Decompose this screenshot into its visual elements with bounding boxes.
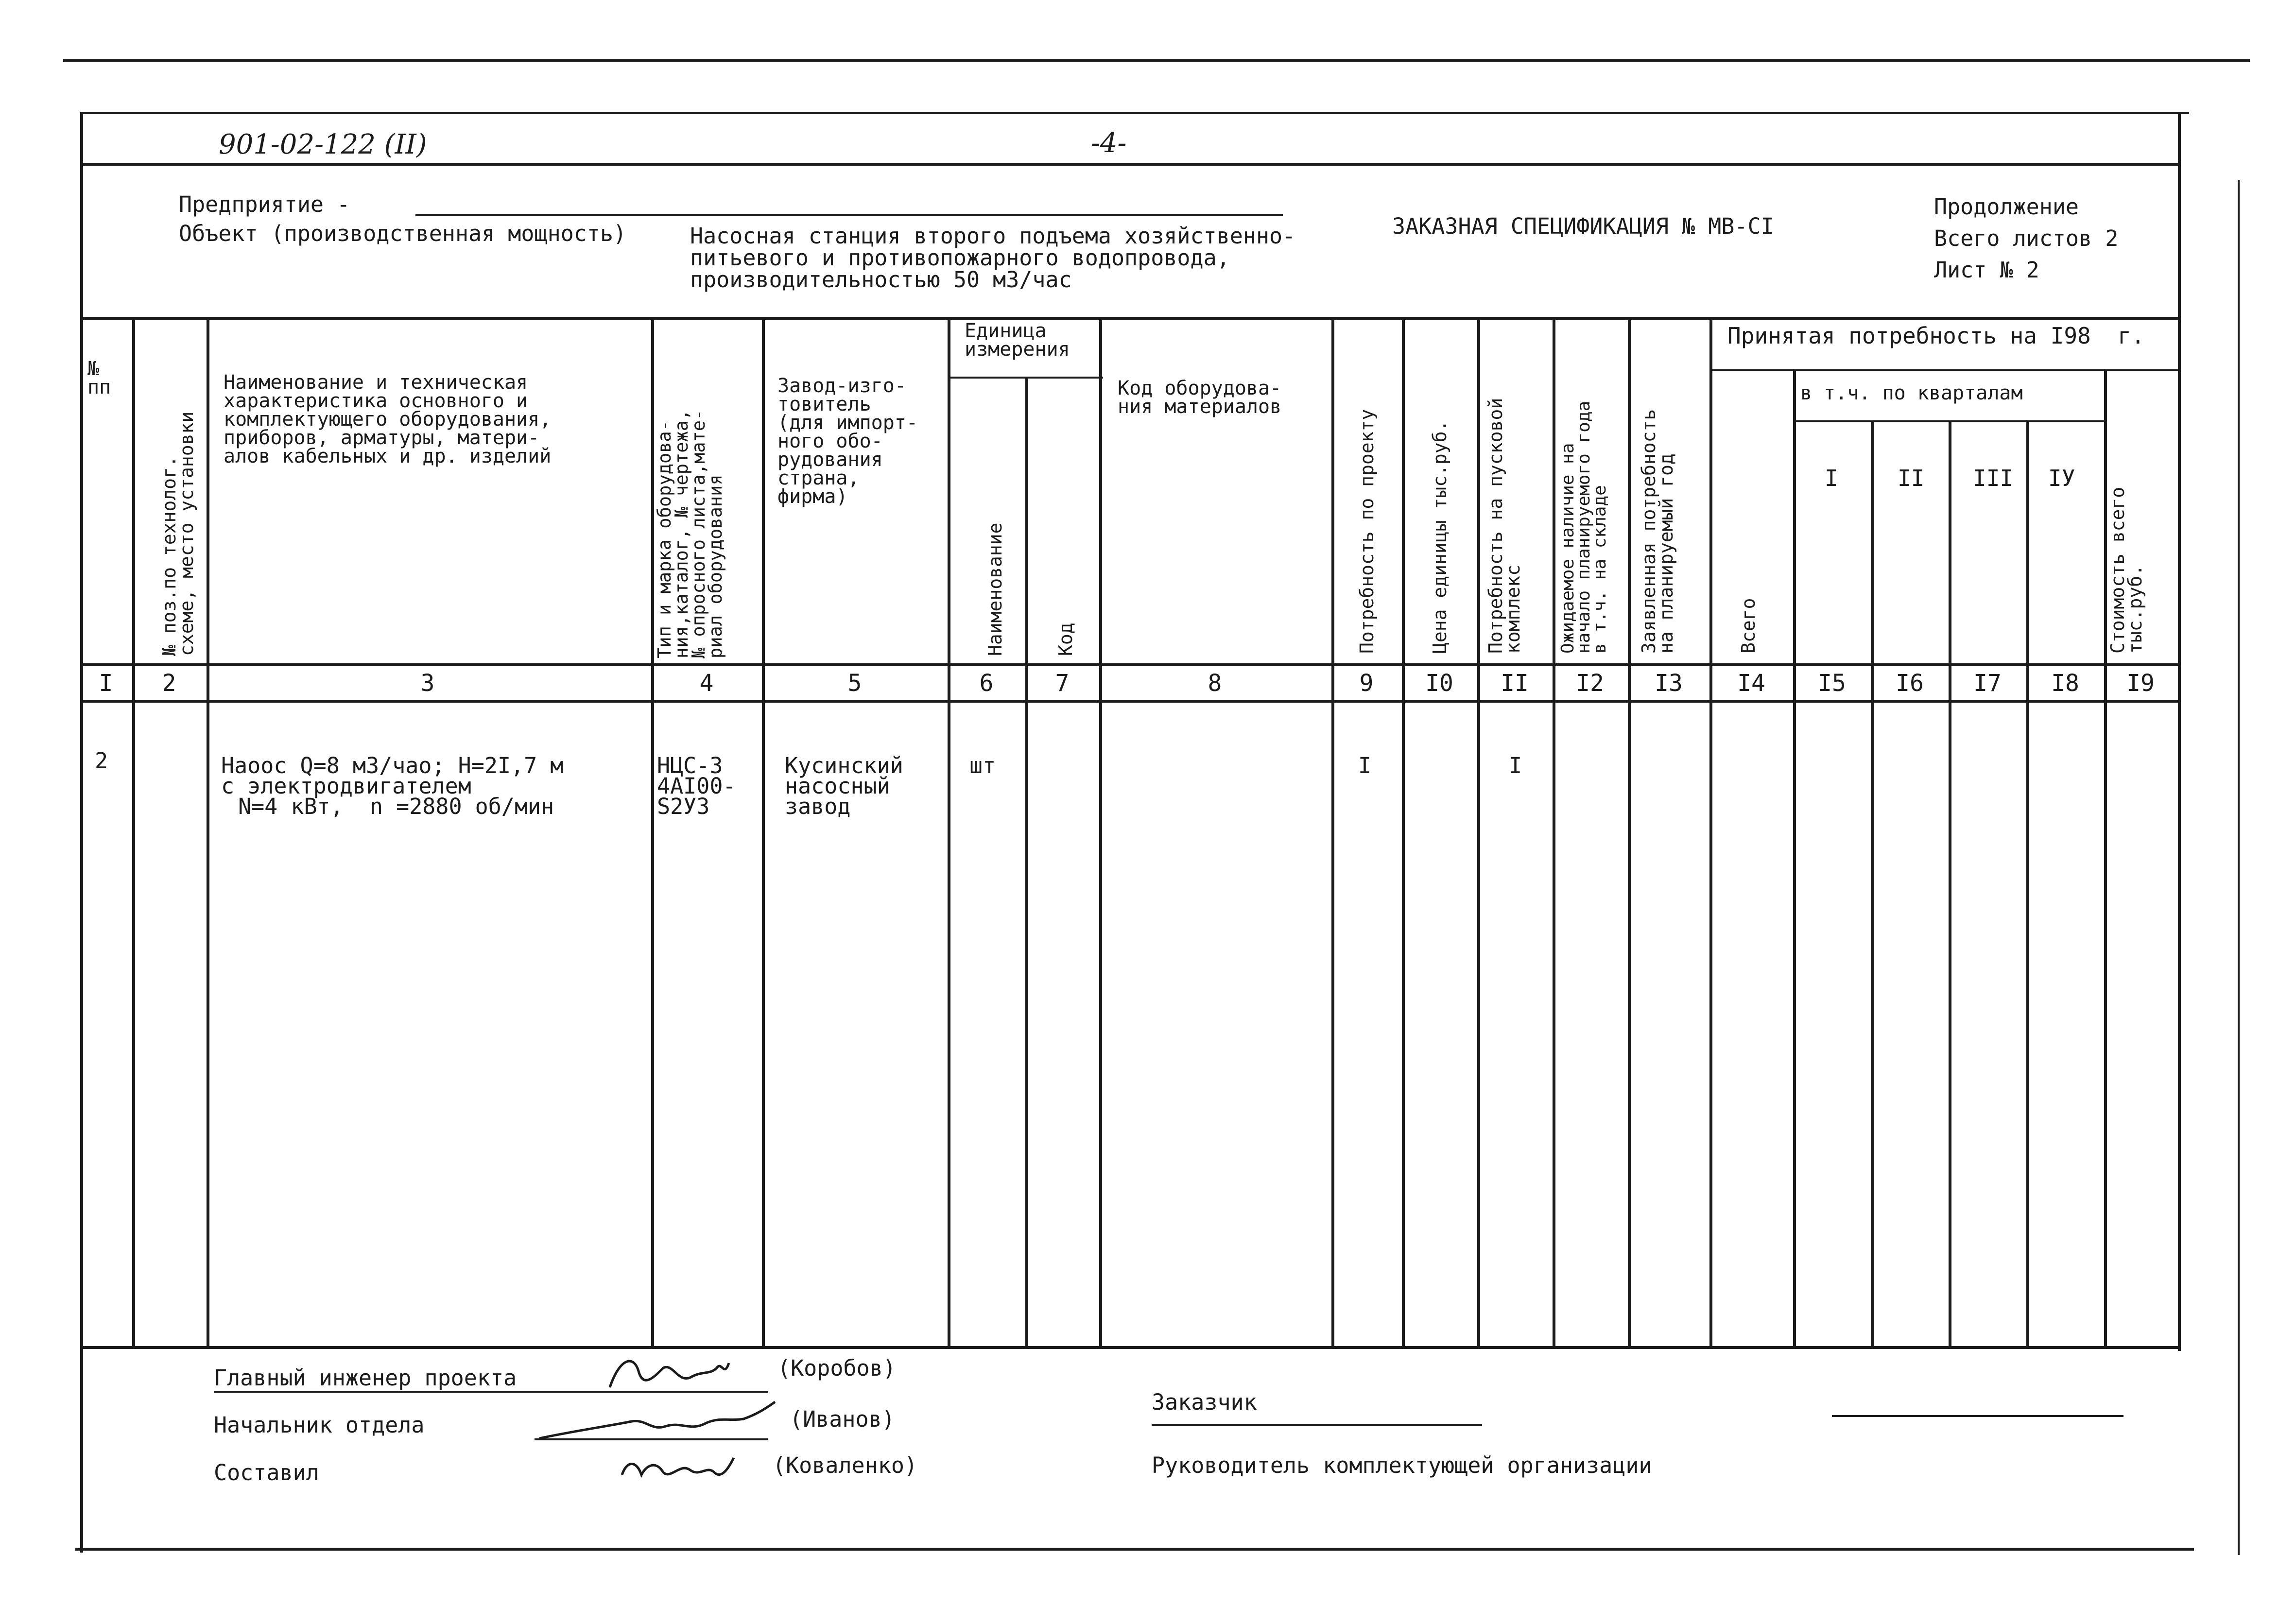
body-bottom <box>80 1346 2179 1349</box>
page-number: -4- <box>1091 127 1127 159</box>
compiled-signature <box>617 1446 743 1494</box>
col-line-1 <box>132 317 135 1347</box>
col-header-4: Тип и марка оборудова- ния,каталог, № чертежа, № опросного листа,мате- риал оборудования <box>654 409 726 658</box>
col-line-12 <box>1628 317 1631 1347</box>
column-number: 6 <box>979 670 994 697</box>
col-header-12: Ожидаемое наличие на начало планируемого года в т.ч. на складе <box>1558 400 1610 654</box>
col-header-6: Наименование <box>984 522 1006 656</box>
column-number: I9 <box>2126 670 2155 697</box>
outer-right-rule <box>2238 180 2240 1555</box>
column-number: I0 <box>1425 670 1453 697</box>
frame-right <box>2178 112 2181 1351</box>
chief-engineer-label: Главный инженер проекта <box>214 1365 517 1391</box>
col-header-10: Цена единицы тыс.руб. <box>1429 420 1450 654</box>
object-value-1: Насосная станция второго подъема хозяйственно- <box>690 223 1296 249</box>
item-name-1: Наоос Q=8 м3/чао; Н=2I,7 м <box>221 753 564 778</box>
chief-engineer-signature <box>600 1348 736 1402</box>
item-unit: шт <box>969 753 996 778</box>
col-header-9: Потребность по проекту <box>1356 409 1378 654</box>
column-number: 7 <box>1055 670 1070 697</box>
total-sheets: Всего листов 2 <box>1934 225 2119 251</box>
continuation-label: Продолжение <box>1934 194 2079 220</box>
frame-bottom <box>75 1548 2194 1551</box>
col-header-5: Завод-изго- товитель (для импорт- ного обо- рудования страна, фирма) <box>777 375 918 508</box>
dept-head-name: (Иванов) <box>790 1406 895 1432</box>
col-header-13: Заявленная потребность на планируемый год <box>1638 409 1677 654</box>
column-number: 2 <box>162 670 176 697</box>
accepted-group-header: Принятая потребность на I98 г. <box>1727 323 2145 349</box>
header-bottom <box>80 663 2179 666</box>
compiled-name: (Коваленко) <box>773 1452 918 1478</box>
column-number: I4 <box>1737 670 1765 697</box>
col-line-4 <box>762 317 765 1347</box>
customer-line-2 <box>1832 1415 2123 1417</box>
item-need-project: I <box>1358 753 1372 778</box>
item-name-2: с электродвигателем <box>221 773 471 799</box>
col-header-2: № поз.по технолог. схеме, место установки <box>158 411 197 656</box>
column-number: 5 <box>847 670 862 697</box>
col-line-9 <box>1402 317 1405 1347</box>
col-header-19: Стоимость всего тыс.руб. <box>2107 486 2146 654</box>
quarter-3-header: III <box>1973 465 2014 491</box>
column-number: I <box>99 670 113 697</box>
dept-head-signature <box>535 1397 777 1451</box>
object-value-2: питьевого и противопожарного водопровода, <box>690 245 1230 271</box>
col-line-10 <box>1477 317 1480 1347</box>
frame-left <box>80 112 83 1553</box>
col-line-15 <box>1871 420 1874 1346</box>
column-number: 4 <box>699 670 714 697</box>
col-header-11: Потребность на пусковой комплекс <box>1485 397 1524 654</box>
col-line-8 <box>1331 317 1334 1347</box>
spec-title: ЗАКАЗНАЯ СПЕЦИФИКАЦИЯ № МВ-СI <box>1392 213 1774 239</box>
object-label: Объект (производственная мощность) <box>179 221 627 246</box>
item-need-startup: I <box>1509 753 1522 778</box>
sheet-number: Лист № 2 <box>1934 257 2039 283</box>
unit-group-header: Единица измерения <box>965 320 1070 361</box>
col-line-11 <box>1553 317 1555 1347</box>
quarters-group-header: в т.ч. по кварталам <box>1800 382 2023 404</box>
col-line-5 <box>948 317 950 1347</box>
header-divider <box>80 163 2179 166</box>
column-number: I2 <box>1576 670 1604 697</box>
col-line-13 <box>1709 317 1712 1347</box>
quarter-4-header: IУ <box>2048 465 2075 491</box>
col-header-3: Наименование и техническая характеристика основного и комплектующего оборудования, приборов, арматуры, матери- алов кабельных и др. изделий <box>224 371 552 467</box>
compiled-label: Составил <box>214 1460 319 1486</box>
column-number: 8 <box>1208 670 1222 697</box>
customer-label: Заказчик <box>1152 1389 1257 1415</box>
column-number: 3 <box>420 670 435 697</box>
chief-engineer-name: (Коробов) <box>777 1355 896 1381</box>
row-number: 2 <box>95 748 108 774</box>
number-row-bottom <box>80 700 2179 703</box>
col-line-17 <box>2026 420 2029 1346</box>
col-header-1: № пп <box>87 358 111 398</box>
col-line-2 <box>207 317 209 1347</box>
item-factory: Кусинский насосный завод <box>785 753 903 819</box>
dept-head-label: Начальник отдела <box>214 1412 425 1438</box>
frame-top <box>80 112 2189 114</box>
column-number: I7 <box>1973 670 2002 697</box>
col-line-7 <box>1099 317 1102 1347</box>
col-header-7: Код <box>1055 622 1076 656</box>
col-header-14: Всего <box>1738 598 1759 654</box>
accepted-group-line <box>1709 369 2178 371</box>
col-header-8: Код оборудова- ния материалов <box>1118 377 1282 418</box>
object-value-3: производительностью 50 м3/час <box>690 267 1072 293</box>
item-name-3: N=4 кВт, n =2880 об/мин <box>238 794 554 819</box>
enterprise-label: Предприятие - <box>179 191 350 217</box>
col-line-6 <box>1025 377 1028 1346</box>
quarter-2-header: II <box>1898 465 1925 491</box>
column-number: 9 <box>1359 670 1374 697</box>
doc-code: 901-02-122 (II) <box>219 129 427 160</box>
item-type: НЦС-3 4АI00- S2У3 <box>657 753 736 819</box>
quarter-1-header: I <box>1825 465 1838 491</box>
column-number: I5 <box>1818 670 1846 697</box>
customer-line-1 <box>1152 1424 1482 1426</box>
column-number: I6 <box>1896 670 1924 697</box>
col-line-14 <box>1793 369 1796 1346</box>
column-number: II <box>1501 670 1529 697</box>
enterprise-line <box>415 214 1283 216</box>
column-number: I3 <box>1655 670 1683 697</box>
org-head-label: Руководитель комплектующей организации <box>1152 1452 1652 1478</box>
top-rule <box>63 59 2250 62</box>
column-number: I8 <box>2051 670 2079 697</box>
table-top <box>80 317 2179 320</box>
col-line-16 <box>1949 420 1951 1346</box>
